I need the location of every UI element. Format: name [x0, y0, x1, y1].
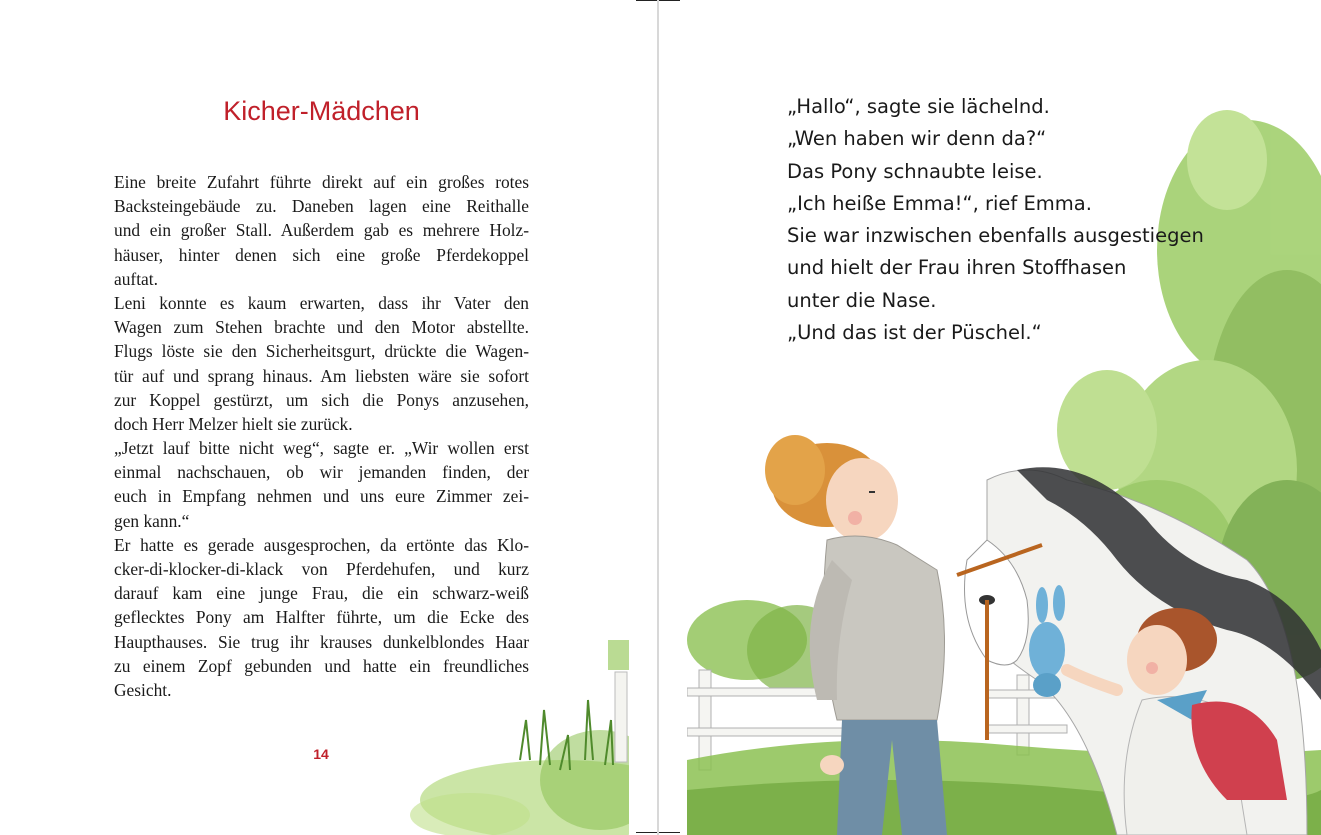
- body-line: häuser, hinter denen sich eine große Pferdekoppel: [114, 244, 529, 265]
- body-line: Haupthauses. Sie trug ihr krauses dunkelblondes Haar: [114, 631, 529, 652]
- body-line: euch in Empfang nehmen und uns eure Zimmer zei-: [114, 486, 529, 507]
- body-line: cker-di-klocker-di-klack von Pferdehufen, und kurz: [114, 559, 529, 579]
- body-line: Wagen zum Stehen brachte und den Motor abstellte.: [114, 317, 529, 338]
- body-line: zu einem Zopf gebunden und hatte ein freundliches: [114, 655, 529, 676]
- body-line: geflecktes Pony am Halfter führte, um die Ecke des: [114, 607, 529, 628]
- story-line: „Ich heiße Emma!“, rief Emma.: [787, 191, 1092, 215]
- story-line: unter die Nase.: [787, 288, 937, 312]
- story-line: Das Pony schnaubte leise.: [787, 159, 1043, 183]
- body-line: gen kann.“: [114, 510, 190, 531]
- story-text: [787, 91, 1227, 349]
- body-line: Flugs löste sie den Sicherheitsgurt, drückte die Wagen-: [114, 341, 529, 362]
- chapter-title: Kicher-Mädchen: [223, 96, 420, 126]
- body-line: Gesicht.: [114, 679, 172, 700]
- story-line: und hielt der Frau ihren Stoffhasen: [787, 256, 1127, 280]
- body-line: Eine breite Zufahrt führte direkt auf ein großes rotes: [114, 172, 529, 192]
- crop-mark: [636, 0, 657, 1]
- body-line: und ein großer Stall. Außerdem gab es mehrere Holz-: [114, 220, 529, 241]
- body-line: tür auf und sprang hinaus. Am liebsten wäre sie sofort: [114, 365, 529, 386]
- body-line: Er hatte es gerade ausgesprochen, da ertönte das Klo-: [114, 534, 529, 555]
- body-line: Leni konnte es kaum erwarten, dass ihr Vater den: [114, 292, 529, 313]
- crop-mark: [659, 0, 680, 1]
- right-page: [687, 0, 1321, 835]
- body-line: einmal nachschauen, ob wir jemanden finden, der: [114, 462, 529, 483]
- body-line: „Jetzt lauf bitte nicht weg“, sagte er. „Wir wollen erst: [114, 438, 529, 459]
- page-number: 14: [313, 746, 329, 762]
- body-text: [114, 170, 529, 702]
- story-line: „Wen haben wir denn da?“: [787, 127, 1047, 151]
- story-line: „Hallo“, sagte sie lächelnd.: [787, 95, 1050, 118]
- crop-mark: [636, 832, 657, 833]
- body-line: doch Herr Melzer hielt sie zurück.: [114, 413, 353, 434]
- gutter-line: [657, 0, 659, 835]
- body-line: Backsteingebäude zu. Daneben lagen eine Reithalle: [114, 196, 529, 217]
- story-line: „Und das ist der Püschel.“: [787, 321, 1042, 345]
- crop-mark: [659, 832, 680, 833]
- body-line: auftat.: [114, 268, 158, 289]
- body-line: zur Koppel gestürzt, um sich die Ponys anzusehen,: [114, 389, 529, 410]
- body-line: darauf kam eine junge Frau, die ein schwarz-weiß: [114, 583, 529, 604]
- story-line: Sie war inzwischen ebenfalls ausgestiegen: [787, 224, 1204, 248]
- left-page: [0, 0, 629, 835]
